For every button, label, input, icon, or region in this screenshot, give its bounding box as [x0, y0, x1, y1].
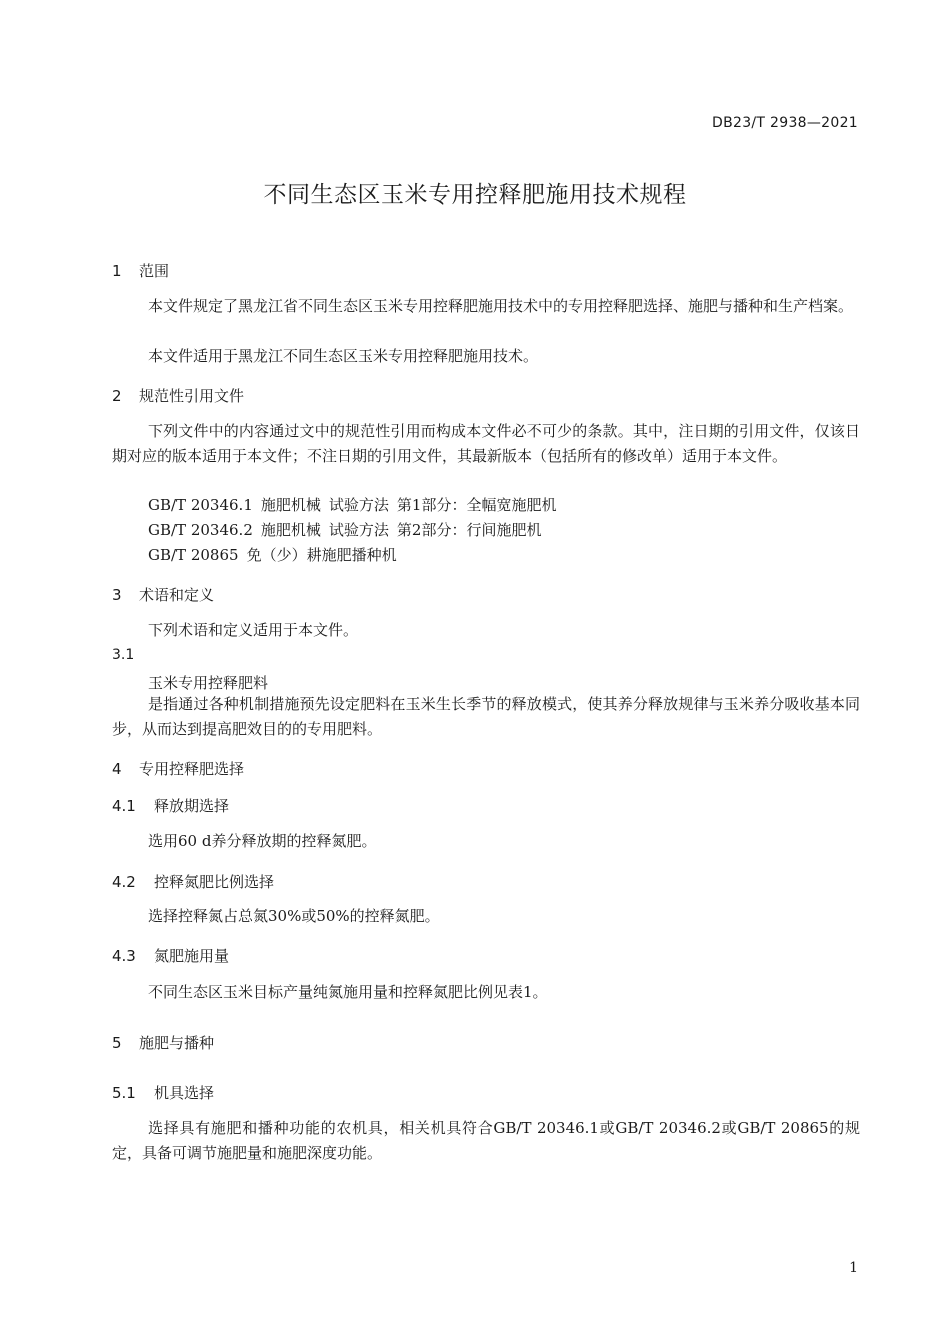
- subsection-title: 控释氮肥比例选择: [154, 873, 275, 891]
- section-5-heading: [112, 1032, 214, 1053]
- subsection-number: 4.3: [112, 947, 136, 965]
- reference-code: GB/T 20346.1: [148, 496, 253, 514]
- section-4-heading: [112, 758, 244, 779]
- reference-part: 试验方法: [328, 496, 389, 514]
- nitrogen-amount-paragraph: 不同生态区玉米目标产量纯氮施用量和控释氮肥比例见表1。: [148, 983, 548, 1001]
- document-title: 不同生态区玉米专用控释肥施用技术规程: [263, 182, 687, 208]
- subsection-number: 5.1: [112, 1084, 136, 1102]
- subsection-4-2-heading: [112, 871, 274, 892]
- section-number: 4: [112, 760, 122, 778]
- subsection-title: 释放期选择: [154, 797, 230, 815]
- reference-item: [148, 543, 405, 568]
- subsection-title: 氮肥施用量: [154, 947, 230, 965]
- reference-name: 免（少）耕施肥播种机: [246, 546, 397, 564]
- section-number: 1: [112, 262, 122, 280]
- reference-part: 试验方法: [328, 521, 389, 539]
- scope-paragraph-2: 本文件适用于黑龙江不同生态区玉米专用控释肥施用技术。: [148, 347, 539, 365]
- normative-references-paragraph: 下列文件中的内容通过文中的规范性引用而构成本文件必不可少的条款。其中，注日期的引用文件，仅该日期对应的版本适用于本文件；不注日期的引用文件，其最新版本（包括所有的修改单）适用于本文件。: [112, 422, 860, 465]
- section-number: 2: [112, 387, 122, 405]
- reference-code: GB/T 20865: [148, 546, 239, 564]
- page-number: 1: [849, 1260, 858, 1276]
- subsection-4-1-heading: [112, 795, 229, 816]
- scope-paragraph-1: 本文件规定了黑龙江省不同生态区玉米专用控释肥施用技术中的专用控释肥选择、施肥与播种和生产档案。: [148, 297, 854, 315]
- reference-name: 施肥机械: [260, 521, 321, 539]
- section-2-heading: [112, 385, 244, 406]
- term-number: 3.1: [112, 647, 135, 663]
- section-number: 3: [112, 586, 122, 604]
- reference-code: GB/T 20346.2: [148, 521, 253, 539]
- nitrogen-ratio-paragraph: 选择控释氮占总氮30%或50%的控释氮肥。: [148, 907, 440, 925]
- section-1-heading: [112, 260, 169, 281]
- section-3-heading: [112, 584, 214, 605]
- terms-paragraph: 下列术语和定义适用于本文件。: [148, 621, 359, 639]
- subsection-5-1-heading: [112, 1082, 214, 1103]
- section-title: 施肥与播种: [139, 1034, 215, 1052]
- reference-name: 施肥机械: [260, 496, 321, 514]
- reference-part: 第2部分：行间施肥机: [396, 521, 542, 539]
- subsection-title: 机具选择: [154, 1084, 215, 1102]
- reference-item: [148, 493, 564, 518]
- equipment-selection-paragraph: 选择具有施肥和播种功能的农机具，相关机具符合GB/T 20346.1或GB/T 20346.2或GB/T 20865的规定，具备可调节施肥量和施肥深度功能。: [112, 1119, 860, 1162]
- term-definition: 是指通过各种机制措施预先设定肥料在玉米生长季节的释放模式，使其养分释放规律与玉米养分吸收基本同步，从而达到提高肥效目的的专用肥料。: [112, 695, 860, 738]
- reference-part: 第1部分：全幅宽施肥机: [396, 496, 557, 514]
- reference-item: [148, 518, 549, 543]
- subsection-4-3-heading: [112, 945, 229, 966]
- section-title: 术语和定义: [139, 586, 215, 604]
- release-period-paragraph: 选用60 d养分释放期的控释氮肥。: [148, 832, 377, 850]
- section-title: 专用控释肥选择: [139, 760, 245, 778]
- section-number: 5: [112, 1034, 122, 1052]
- term-name: 玉米专用控释肥料: [148, 674, 269, 692]
- section-title: 规范性引用文件: [139, 387, 245, 405]
- subsection-number: 4.2: [112, 873, 136, 891]
- section-title: 范围: [139, 262, 170, 280]
- subsection-number: 4.1: [112, 797, 136, 815]
- standard-code: DB23/T 2938—2021: [712, 115, 858, 131]
